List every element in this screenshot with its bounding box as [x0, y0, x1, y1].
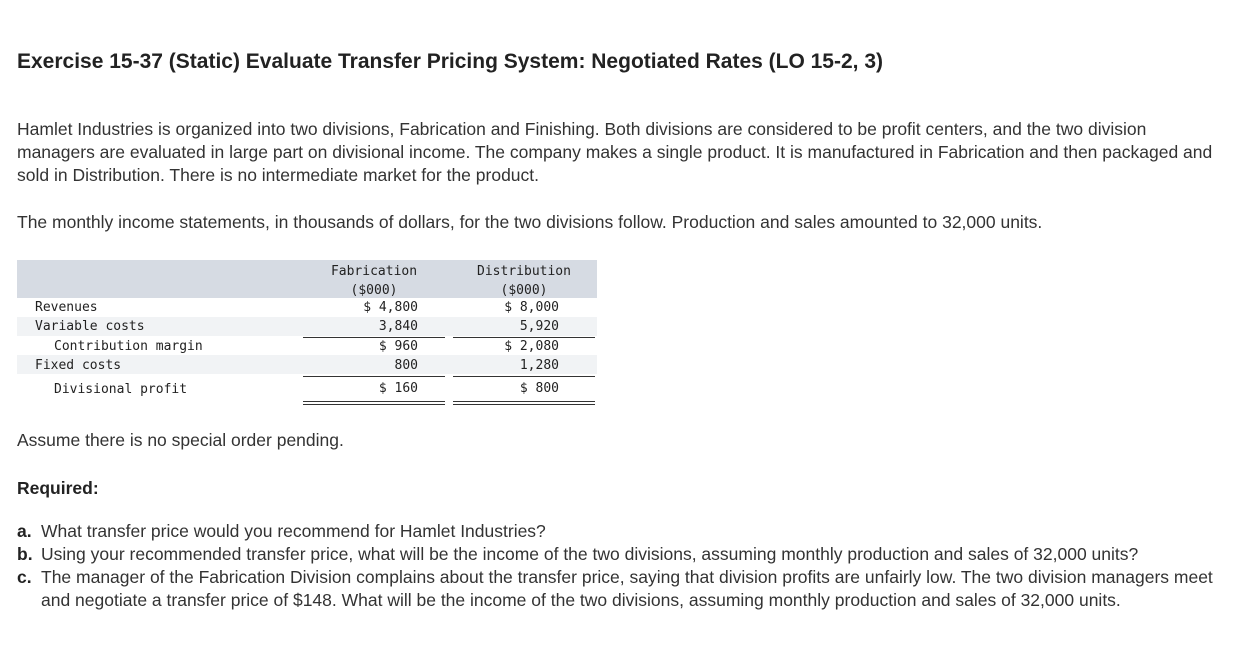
question-item [17, 566, 1217, 612]
statement-intro-paragraph: The monthly income statements, in thousands of dollars, for the two divisions follow. Production and sales amounted to 32,000 units. [17, 212, 1043, 232]
cell-fabrication-revenues: $ 4,800 [363, 300, 418, 315]
cell-distribution-revenues: $ 8,000 [504, 300, 559, 315]
question-text: Using your recommended transfer price, what will be the income of the two divisions, assuming monthly production and sales of 32,000 units? [41, 544, 1139, 564]
required-heading: Required: [17, 478, 99, 498]
column-header-fabrication [303, 262, 445, 300]
income-statement-table [17, 260, 597, 410]
question-text: The manager of the Fabrication Division complains about the transfer price, saying that division profits are unfairly low. The two division managers meet and negotiate a transfer price of $148. What will be the income of the two divisions, assuming monthly production and sales of 32,000 units. [41, 567, 1213, 610]
column-header-title: Fabrication [330, 264, 418, 279]
cell-distribution-divisional-profit: $ 800 [519, 381, 559, 396]
intro-paragraph: Hamlet Industries is organized into two divisions, Fabrication and Finishing. Both divisions are considered to be profit centers, and the two division managers are evaluated in large part on divisional income. The company makes a single product. It is manufactured in Fabrication and then packaged and sold in Distribution. There is no intermediate market for the product. [17, 119, 1213, 185]
question-letter: a. [17, 521, 32, 541]
question-text: What transfer price would you recommend for Hamlet Industries? [41, 521, 546, 541]
total-double-rule-top [453, 401, 595, 402]
cell-fabrication-divisional-profit: $ 160 [378, 381, 418, 396]
total-double-rule-bottom [303, 404, 445, 405]
row-label-divisional-profit: Divisional profit [54, 382, 188, 397]
question-list [17, 520, 1217, 612]
cell-fabrication-fixed-costs: 800 [394, 358, 418, 373]
question-letter: b. [17, 544, 33, 564]
question-item [17, 543, 1217, 566]
cell-fabrication-contribution-margin: $ 960 [378, 339, 418, 354]
column-header-title: Distribution [477, 264, 571, 279]
subtotal-rule [453, 337, 595, 338]
total-double-rule-top [303, 401, 445, 402]
exercise-title: Exercise 15-37 (Static) Evaluate Transfer Pricing System: Negotiated Rates (LO 15-2, 3) [17, 50, 884, 73]
row-label-revenues: Revenues [35, 300, 98, 315]
question-item [17, 520, 1217, 543]
subtotal-rule [453, 376, 595, 377]
row-label-fixed-costs: Fixed costs [35, 358, 122, 373]
column-header-unit: ($000) [500, 283, 548, 298]
question-letter: c. [17, 567, 32, 587]
column-header-distribution [453, 262, 595, 300]
column-header-unit: ($000) [350, 283, 398, 298]
assumption-text: Assume there is no special order pending. [17, 430, 344, 450]
cell-distribution-fixed-costs: 1,280 [519, 358, 559, 373]
cell-distribution-variable-costs: 5,920 [519, 319, 559, 334]
row-label-variable-costs: Variable costs [35, 319, 145, 334]
cell-distribution-contribution-margin: $ 2,080 [504, 339, 559, 354]
row-label-contribution-margin: Contribution margin [54, 339, 203, 354]
cell-fabrication-variable-costs: 3,840 [378, 319, 418, 334]
subtotal-rule [303, 337, 445, 338]
total-double-rule-bottom [453, 404, 595, 405]
subtotal-rule [303, 376, 445, 377]
